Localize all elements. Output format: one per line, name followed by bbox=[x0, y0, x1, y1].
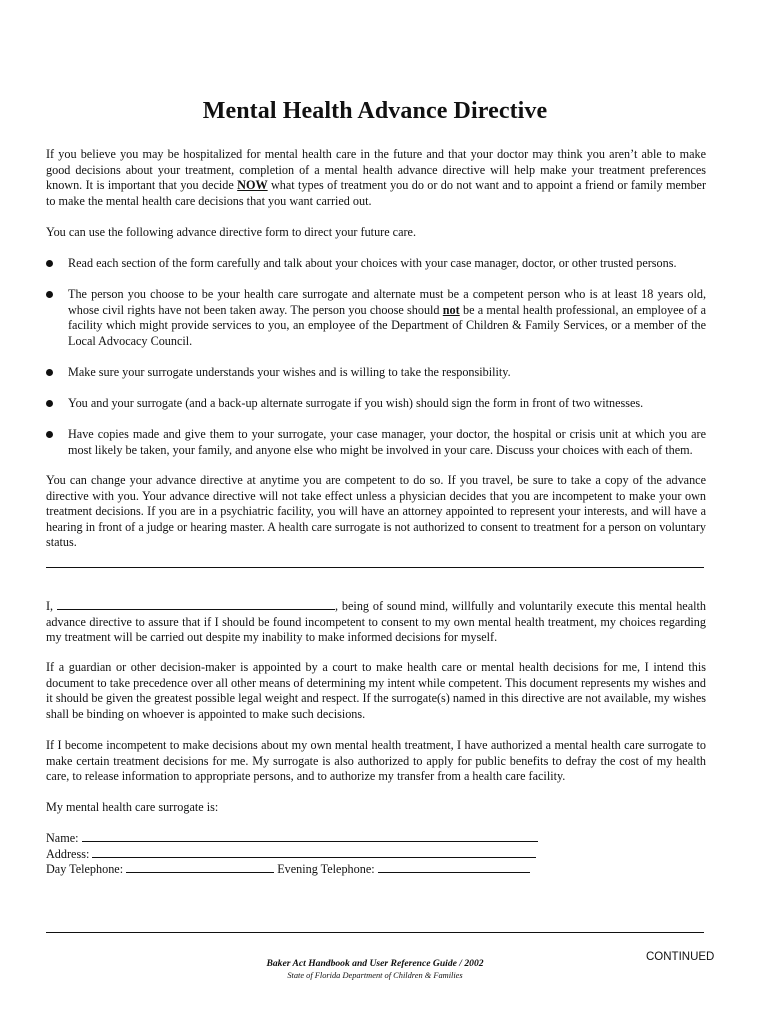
evening-telephone-label: Evening Telephone: bbox=[277, 862, 375, 876]
day-telephone-label: Day Telephone: bbox=[46, 862, 124, 876]
section-divider bbox=[46, 567, 704, 568]
bullet-text-copies: Have copies made and give them to your surrogate, your case manager, your doctor, the hospital or crisis unit at which you are most likely be taken, your family, and anyone else who might be involved in your care. Discuss your choices with each of them. bbox=[68, 427, 706, 457]
declarant-name-blank[interactable] bbox=[57, 598, 335, 610]
footer-title: Baker Act Handbook and User Reference Guide / 2002 bbox=[266, 958, 484, 969]
change-directive-paragraph: You can change your advance directive at anytime you are competent to do so. If you travel, be sure to take a copy of the advance directive with you. Your advance directive will not take effect unless a physician decides that you are incompetent to make your own treatment decisions. If you are in a psychiatric facility, you will have an attorney appointed to represent your interests, and will have a hearing in front of a judge or hearing master. A health care surrogate is not authorized to consent to treatment for a person on voluntary status. bbox=[46, 473, 706, 550]
bullet-item-witnesses bbox=[46, 396, 706, 412]
intro-emphasis-now: NOW bbox=[237, 178, 268, 193]
bullet-item-surrogate bbox=[46, 287, 706, 349]
evening-telephone-blank[interactable] bbox=[378, 861, 530, 873]
page-title: Mental Health Advance Directive bbox=[202, 98, 548, 124]
footer-subtitle: State of Florida Department of Children & Families bbox=[287, 971, 463, 980]
use-form-paragraph: You can use the following advance directive form to direct your future care. bbox=[46, 225, 417, 239]
telephone-field-row bbox=[46, 861, 530, 878]
incompetent-paragraph: If I become incompetent to make decisions about my own mental health treatment, I have authorized a mental health care surrogate to make certain treatment decisions for me. My surrogate is also authorized to apply for public benefits to defray the cost of my health care, to release information to appropriate persons, and to authorize my transfer from a health care facility. bbox=[46, 738, 706, 784]
bullet-item-read bbox=[46, 256, 706, 272]
address-label: Address: bbox=[46, 847, 90, 861]
declaration-suffix: , being of sound mind, willfully and voluntarily execute this mental health advance directive to assure that if I should be found incompetent to consent to my own mental health treatment, my choices regarding my treatment will be carried out despite my inability to make informed decisions for myself. bbox=[46, 599, 706, 645]
bullet-text-witnesses: You and your surrogate (and a back-up alternate surrogate if you wish) should sign the form in front of two witnesses. bbox=[68, 396, 644, 410]
bullet-emphasis-not: not bbox=[442, 302, 460, 317]
guardian-paragraph: If a guardian or other decision-maker is appointed by a court to make health care or mental health decisions for me, I intend this document to take precedence over all other means of determining my intent while competent. This document represents my wishes and it should be given the greatest possible legal weight and respect. If the surrogate(s) named in this directive are not available, my wishes shall be binding on whoever is appointed to make such decisions. bbox=[46, 660, 706, 721]
intro-text-1: If you believe you may be hospitalized for mental health care in the future and that your doctor may think you aren’t able to make good decisions about your treatment, completion of a mental health advance directive will help make your treatment preferences known. It is important that you decide bbox=[46, 147, 706, 193]
name-label: Name: bbox=[46, 831, 79, 845]
name-blank[interactable] bbox=[82, 830, 538, 842]
intro-paragraph bbox=[46, 147, 706, 209]
bullet-text-wishes: Make sure your surrogate understands your wishes and is willing to take the responsibility. bbox=[68, 365, 511, 379]
surrogate-intro: My mental health care surrogate is: bbox=[46, 800, 219, 814]
bullet-icon bbox=[46, 260, 53, 267]
name-field-row bbox=[46, 830, 538, 847]
bullet-text-read: Read each section of the form carefully and talk about your choices with your case manager, doctor, or other trusted persons. bbox=[68, 256, 677, 270]
bullet-text-surrogate bbox=[68, 287, 706, 349]
bullet-icon bbox=[46, 400, 53, 407]
bullet-surrogate-text-2: be a mental health professional, an employee of a facility which might provide services to you, an employee of the Department of Children & Family Services, or a member of the Local Advocacy Council. bbox=[68, 302, 706, 348]
address-blank[interactable] bbox=[92, 846, 536, 858]
bullet-item-wishes bbox=[46, 365, 706, 381]
bullet-icon bbox=[46, 291, 53, 298]
day-telephone-blank[interactable] bbox=[126, 861, 274, 873]
bullet-item-copies bbox=[46, 427, 706, 458]
bullet-surrogate-text-1: The person you choose to be your health care surrogate and alternate must be a competent person who is at least 18 years old, whose civil rights have not been taken away. The person you choose should bbox=[68, 287, 706, 317]
intro-text-2: what types of treatment you do or do not want and to appoint a friend or family member to make the mental health care decisions that you want carried out. bbox=[46, 178, 707, 208]
continued-label: CONTINUED bbox=[646, 951, 715, 963]
declaration-paragraph bbox=[46, 598, 706, 646]
footer-divider bbox=[46, 932, 704, 933]
bullet-icon bbox=[46, 369, 53, 376]
bullet-icon bbox=[46, 431, 53, 438]
declaration-prefix: I, bbox=[46, 599, 57, 613]
